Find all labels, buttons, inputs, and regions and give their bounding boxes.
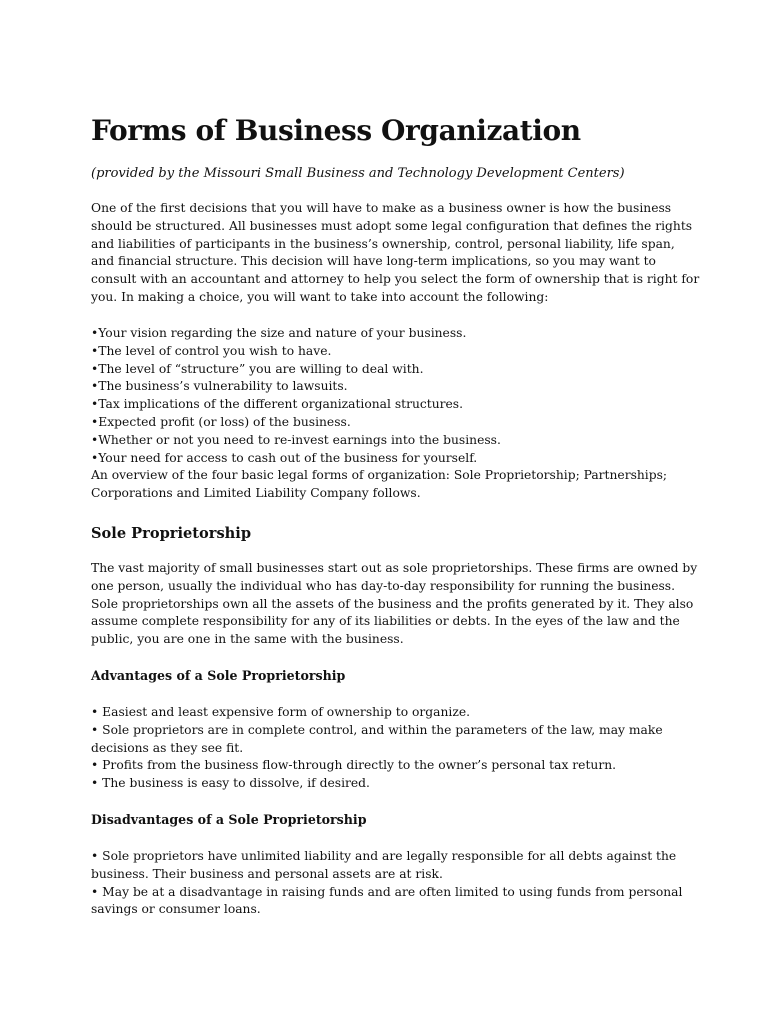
list-item: •The level of control you wish to have. [91, 343, 332, 358]
sole-proprietorship-paragraph [91, 560, 698, 649]
list-item: savings or consumer loans. [91, 902, 261, 917]
disadvantages-list [91, 848, 683, 919]
section-heading-sole-proprietorship: Sole Proprietorship [91, 525, 252, 542]
intro-line: you. In making a choice, you will want to take into account the following: [91, 289, 549, 304]
paragraph-line: The vast majority of small businesses start out as sole proprietorships. These firms are owned by [91, 561, 698, 575]
list-item: •Expected profit (or loss) of the business. [91, 414, 351, 429]
list-item: •Your need for access to cash out of the business for yourself. [91, 450, 478, 465]
document-subtitle: (provided by the Missouri Small Business and Technology Development Centers) [91, 166, 625, 181]
list-item: • The business is easy to dissolve, if desired. [91, 776, 370, 791]
list-item: • May be at a disadvantage in raising funds and are often limited to using funds from personal [91, 884, 683, 899]
list-item: •Tax implications of the different organizational structures. [91, 397, 463, 412]
document-title: Forms of Business Organization [91, 114, 581, 147]
subheading-disadvantages: Disadvantages of a Sole Proprietorship [91, 812, 367, 827]
advantages-list [91, 704, 671, 793]
paragraph-line: assume complete responsibility for any of its liabilities or debts. In the eyes of the law and the [91, 614, 680, 629]
list-item: •The level of “structure” you are willing to deal with. [91, 361, 424, 376]
list-item: • Easiest and least expensive form of ownership to organize. [91, 705, 471, 719]
list-item: •The business’s vulnerability to lawsuits. [91, 379, 348, 394]
list-item: • Sole proprietors have unlimited liability and are legally responsible for all debts against the [91, 849, 677, 863]
paragraph-line: Sole proprietorships own all the assets of the business and the profits generated by it. They also [91, 596, 694, 611]
list-item: business. Their business and personal assets are at risk. [91, 866, 443, 881]
subheading-advantages: Advantages of a Sole Proprietorship [91, 668, 346, 683]
intro-line: and financial structure. This decision will have long-term implications, so you may want to [91, 254, 656, 269]
list-item: • Profits from the business flow-through directly to the owner’s personal tax return. [91, 758, 617, 773]
overview-line: An overview of the four basic legal forms of organization: Sole Proprietorship; Partnerships; [91, 468, 668, 483]
paragraph-line: public, you are one in the same with the business. [91, 632, 404, 647]
paragraph-line: one person, usually the individual who has day-to-day responsibility for running the business. [91, 578, 676, 593]
intro-line: consult with an accountant and attorney to help you select the form of ownership that is right for [91, 272, 700, 287]
overview-line: Corporations and Limited Liability Company follows. [91, 486, 421, 501]
considerations-list [91, 325, 671, 503]
list-item: •Whether or not you need to re-invest earnings into the business. [91, 432, 501, 447]
list-item: •Your vision regarding the size and nature of your business. [91, 326, 467, 340]
list-item: • Sole proprietors are in complete control, and within the parameters of the law, may make [91, 722, 663, 737]
intro-line: and liabilities of participants in the business’s ownership, control, personal liability, life span, [91, 236, 675, 251]
intro-paragraph [91, 200, 700, 307]
intro-line: One of the first decisions that you will have to make as a business owner is how the business [91, 201, 672, 215]
intro-line: should be structured. All businesses must adopt some legal configuration that defines the rights [91, 218, 693, 233]
list-item: decisions as they see fit. [91, 740, 244, 755]
